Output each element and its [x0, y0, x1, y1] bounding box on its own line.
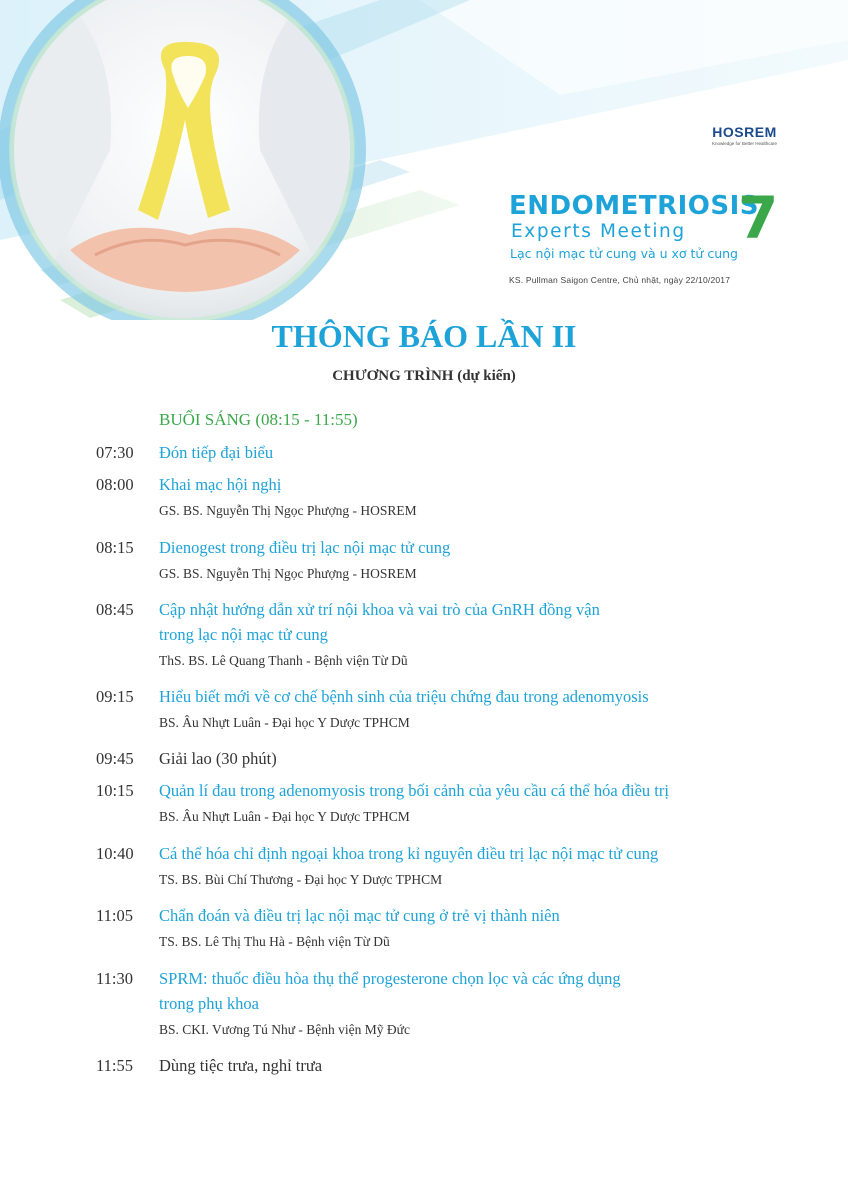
program-title: CHƯƠNG TRÌNH (dự kiến)	[332, 368, 516, 384]
agenda-title: SPRM: thuốc điều hòa thụ thể progesterone chọn lọc và các ứng dụng	[159, 969, 621, 988]
logo-tagline: Knowledge for Better Healthcare	[712, 141, 778, 146]
agenda-time: 10:40	[96, 844, 134, 863]
agenda-speaker: BS. CKI. Vương Tú Như - Bệnh viện Mỹ Đức	[159, 1022, 410, 1037]
agenda-title: Dùng tiệc trưa, nghỉ trưa	[159, 1056, 323, 1075]
agenda-time: 11:05	[96, 906, 133, 925]
event-number: 7	[738, 184, 779, 252]
agenda-time: 08:15	[96, 538, 134, 557]
event-venue: KS. Pullman Saigon Centre, Chủ nhật, ngày 22/10/2017	[509, 275, 731, 285]
agenda-title-continued: trong lạc nội mạc tử cung	[159, 625, 328, 644]
agenda-title-continued: trong phụ khoa	[159, 994, 259, 1013]
agenda-title: Hiểu biết mới về cơ chế bệnh sinh của triệu chứng đau trong adenomyosis	[159, 687, 649, 706]
agenda-speaker: BS. Âu Nhựt Luân - Đại học Y Dược TPHCM	[159, 809, 410, 824]
logo-wordmark: HOSREM	[712, 124, 777, 140]
hosrem-logo	[712, 124, 777, 146]
agenda-title: Quản lí đau trong adenomyosis trong bối cảnh của yêu cầu cá thể hóa điều trị	[159, 781, 669, 800]
agenda-time: 11:30	[96, 969, 133, 988]
agenda-title: Giải lao (30 phút)	[159, 749, 277, 768]
agenda-time: 08:00	[96, 475, 134, 494]
agenda-time: 10:15	[96, 781, 134, 800]
agenda-time: 07:30	[96, 443, 134, 462]
agenda-title: Cá thể hóa chỉ định ngoại khoa trong kỉ nguyên điều trị lạc nội mạc tử cung	[159, 844, 659, 863]
event-title: ENDOMETRIOSIS	[509, 191, 759, 221]
event-subtitle: Experts Meeting	[511, 221, 686, 242]
agenda-time: 09:45	[96, 749, 134, 768]
agenda-speaker: BS. Âu Nhựt Luân - Đại học Y Dược TPHCM	[159, 715, 410, 730]
agenda-title: Đón tiếp đại biểu	[159, 443, 274, 462]
event-vietnamese-title: Lạc nội mạc tử cung và u xơ tử cung	[510, 246, 738, 261]
agenda-title: Cập nhật hướng dẫn xử trí nội khoa và vai trò của GnRH đồng vận	[159, 600, 600, 619]
agenda-title: Chẩn đoán và điều trị lạc nội mạc tử cung ở trẻ vị thành niên	[159, 906, 560, 925]
header-artwork	[0, 0, 848, 320]
session-heading: BUỔI SÁNG (08:15 - 11:55)	[159, 410, 358, 429]
agenda-time: 11:55	[96, 1056, 133, 1075]
agenda-speaker: TS. BS. Lê Thị Thu Hà - Bệnh viện Từ Dũ	[159, 934, 390, 949]
agenda-speaker: GS. BS. Nguyễn Thị Ngọc Phượng - HOSREM	[159, 566, 417, 581]
agenda-speaker: ThS. BS. Lê Quang Thanh - Bệnh viện Từ Dũ	[159, 653, 408, 668]
agenda-speaker: TS. BS. Bùi Chí Thương - Đại học Y Dược TPHCM	[159, 872, 443, 887]
agenda-time: 09:15	[96, 687, 134, 706]
agenda-time: 08:45	[96, 600, 134, 619]
agenda-speaker: GS. BS. Nguyễn Thị Ngọc Phượng - HOSREM	[159, 503, 417, 518]
notice-title: THÔNG BÁO LẦN II	[271, 318, 577, 354]
agenda-title: Dienogest trong điều trị lạc nội mạc tử cung	[159, 538, 451, 557]
agenda-title: Khai mạc hội nghị	[159, 475, 282, 494]
